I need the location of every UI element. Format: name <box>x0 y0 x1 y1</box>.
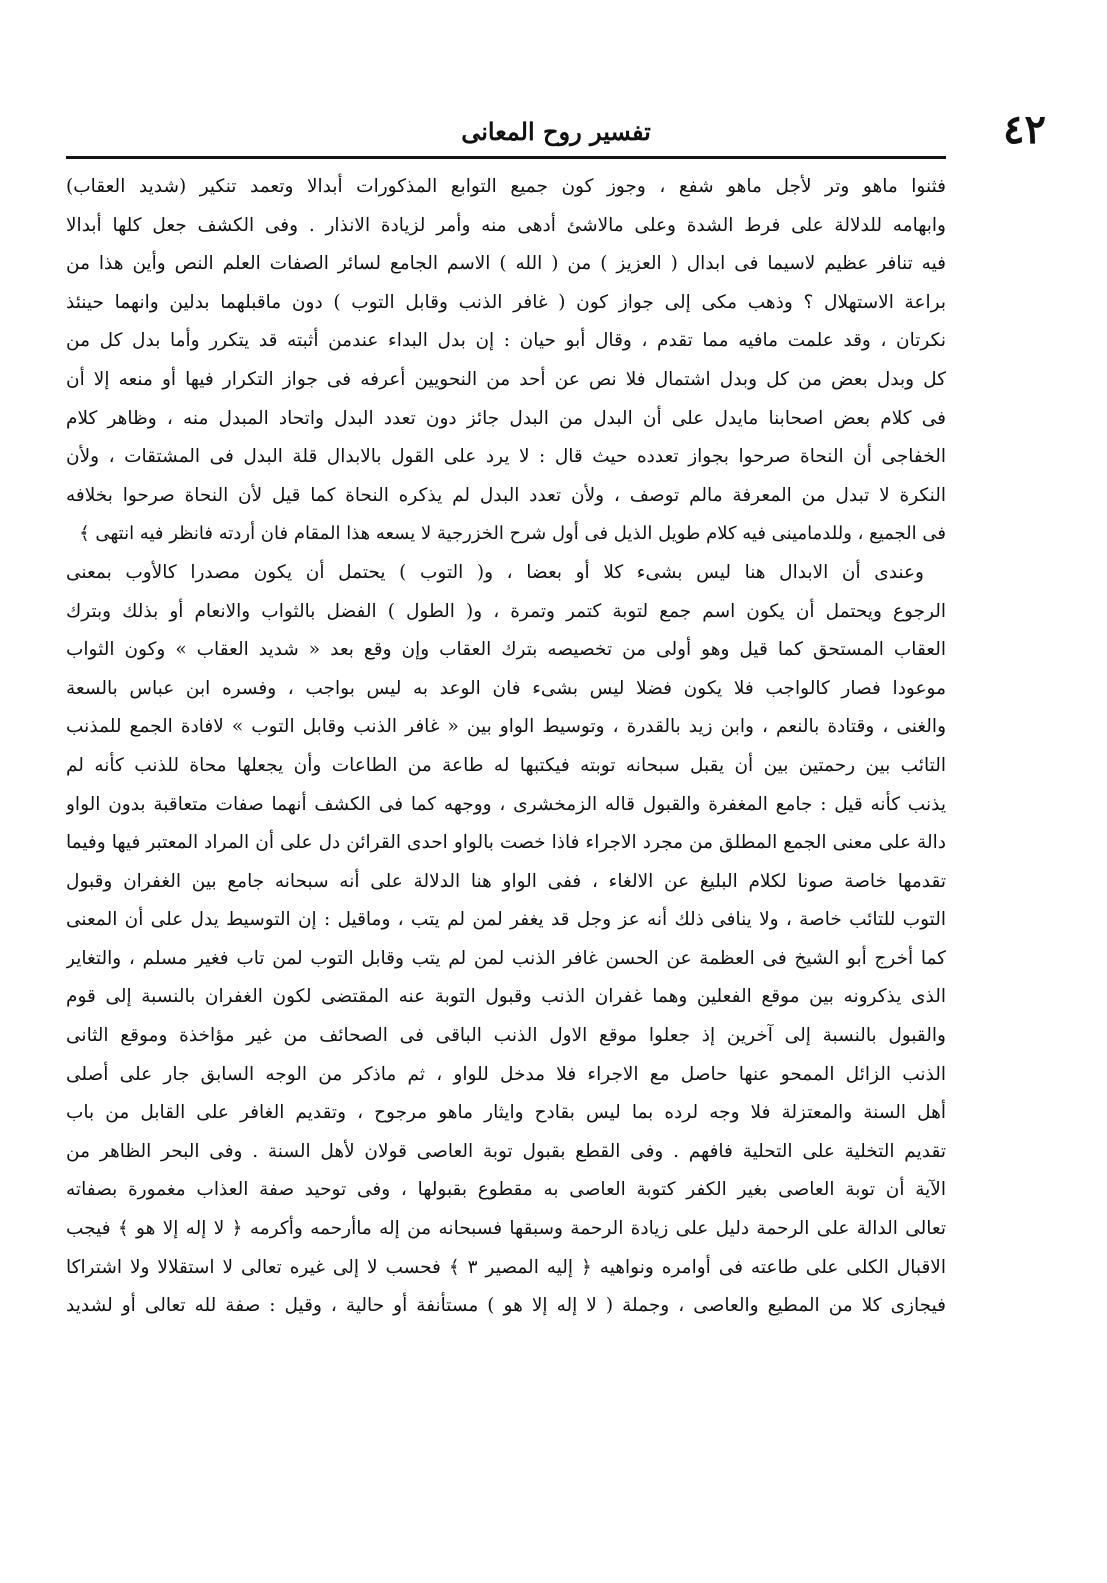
page-header <box>66 108 1046 160</box>
text-line: الرجوع ويحتمل أن يكون اسم جمع لتوبة كتمر وتمرة ، و( الطول ) الفضل بالثواب والانعام أو بذلك وبترك <box>66 600 946 622</box>
text-line: فى الجميع ، وللدمامينى فيه كلام طويل الذيل فى أول شرح الخزرجية لا يسعه هذا المقام فان أردته فانظر فيه انتهى ﴾ <box>79 523 946 545</box>
text-line: تقدمها خاصة صونا لكلام البليغ عن الالغاء ، ففى الواو هنا الدلالة على أنه سبحانه جامع بين الغفران وقبول <box>66 870 946 892</box>
text-line: الاقبال الكلى على طاعته فى أوامره ونواهيه ﴿ إليه المصير ٣ ﴾ فحسب لا إلى غيره تعالى لا استقلالا ولا اشتراكا <box>66 1256 946 1278</box>
text-line: موعودا فصار كالواجب فلا يكون فضلا ليس بشىء فان الوعد به ليس بواجب ، وفسره ابن عباس بالسعة <box>66 677 946 699</box>
text-line: الذنب الزائل الممحو عنها حاصل مع الاجراء فلا مدخل للواو ، ثم ماذكر من الوجه السابق جار على أصلى <box>66 1063 946 1085</box>
text-line: فيجازى كلا من المطيع والعاصى ، وجملة ( لا إله إلا هو ) مستأنفة أو حالية ، وقيل : صفة لله تعالى أو لشديد <box>66 1295 946 1317</box>
text-line: براعة الاستهلال ؟ وذهب مكى إلى جواز كون ( غافر الذنب وقابل التوب ) دون ماقبلهما بدلين وانهما حينئذ <box>66 291 946 313</box>
text-line: الخفاجى أن النحاة صرحوا بجواز تعدده حيث قال : لا يرد على القول بالابدال قلة البدل فى المشتقات ، ولأن <box>66 446 946 468</box>
text-line: الذى يذكرونه بين موقع الفعلين وهما غفران الذنب وقبول التوبة عنه المقتضى لكون الغفران بالنسبة إلى قوم <box>66 986 946 1008</box>
text-line: والقبول بالنسبة إلى آخرين إذ جعلوا موقع الاول الذنب الباقى فى الصحائف من غير مؤاخذة وموقع الثانى <box>66 1025 946 1047</box>
text-line: النكرة لا تبدل من المعرفة مالم توصف ، ولأن تعدد البدل لم يذكره النحاة كما قيل لأن النحاة صرحوا بخلافه <box>66 484 946 506</box>
text-line: تعالى الدالة على الرحمة دليل على زيادة الرحمة وسبقها فسبحانه من إله ماأرحمه وأكرمه ﴿ لا إله إلا هو ﴾ فيجب <box>66 1218 946 1240</box>
text-line: التائب بين رحمتين بين أن يقبل سبحانه توبته فيكتبها له طاعة من الطاعات وأن يجعلها محاة للذنب كأنه لم <box>66 754 946 776</box>
text-line: التوب للتائب خاصة ، ولا ينافى ذلك أنه عز وجل قد يغفر لمن لم يتب ، وماقيل : إن التوسيط يدل على أن المعنى <box>66 909 946 931</box>
text-line: أهل السنة والمعتزلة فلا وجه لرده بما ليس بقادح وايثار ماهو مرجوح ، وتقديم الغافر على القابل من باب <box>66 1102 946 1124</box>
text-line: العقاب المستحق كما قيل وهو أولى من تخصيصه بترك العقاب وإن وقع بعد « شديد العقاب » وكون الثواب <box>66 639 946 661</box>
text-line: نكرتان ، وقد علمت مافيه مما تقدم ، وقال أبو حيان : إن بدل البداء عندمن أثبته قد يتكرر وأما بدل كل من <box>66 330 946 352</box>
text-line: كما أخرج أبو الشيخ فى العظمة عن الحسن غافر الذنب لمن لم يتب وقابل التوب لمن تاب فغير مسلم ، والتغاير <box>66 947 946 969</box>
text-line: يذنب كأنه قيل : جامع المغفرة والقبول قاله الزمخشرى ، ووجهه كما فى الكشف أنهما صفات متعاقبة بدون الواو <box>66 793 946 815</box>
text-line: والغنى ، وقتادة بالنعم ، وابن زيد بالقدرة ، وتوسيط الواو بين « غافر الذنب وقابل التوب » لافادة الجمع للمذنب <box>66 716 946 738</box>
text-line: تقديم التخلية على التحلية فافهم . وفى القطع بقبول توبة العاصى قولان لأهل السنة . وفى البحر الظاهر من <box>66 1140 946 1162</box>
header-rule <box>66 156 946 159</box>
text-line: فثنوا ماهو وتر لأجل ماهو شفع ، وجوز كون جميع التوابع المذكورات أبدالا وتعمد تنكير (شديد العقاب) <box>66 176 946 197</box>
running-title: تفسير روح المعانى <box>461 117 651 146</box>
body-text <box>66 168 946 1326</box>
text-line: وعندى أن الابدال هنا ليس بشىء كلا أو بعضا ، و( التوب ) يحتمل أن يكون مصدرا كالأوب بمعنى <box>66 561 924 583</box>
page-number: ٤٢ <box>1003 106 1046 153</box>
text-line: الآية أن توبة العاصى بغير الكفر كتوبة العاصى به مقطوع بقبولها ، وفى توحيد صفة العذاب مغمورة بصفاته <box>66 1179 946 1201</box>
text-line: كل وبدل بعض من كل وبدل اشتمال فلا نص عن أحد من النحويين أعرفه فى جواز التكرار فيها أو منعه إلا أن <box>66 368 946 390</box>
text-line: فى كلام بعض اصحابنا مايدل على أن البدل من البدل جائز دون تعدد البدل واتحاد المبدل منه ، وظاهر كلام <box>66 407 946 429</box>
text-line: فيه تنافر عظيم لاسيما فى ابدال ( العزيز ) من ( الله ) الاسم الجامع لسائر الصفات العلم النص وأين هذا من <box>66 253 946 275</box>
text-line: دالة على معنى الجمع المطلق من مجرد الاجراء فاذا خصت بالواو احدى القرائن دل على أن المراد المعتبر فيها وفيما <box>66 832 946 854</box>
text-line: وابهامه للدلالة على فرط الشدة وعلى مالاشئ أدهى منه وأمر لزيادة الانذار . وفى الكشف جعل كلها أبدالا <box>66 214 946 236</box>
